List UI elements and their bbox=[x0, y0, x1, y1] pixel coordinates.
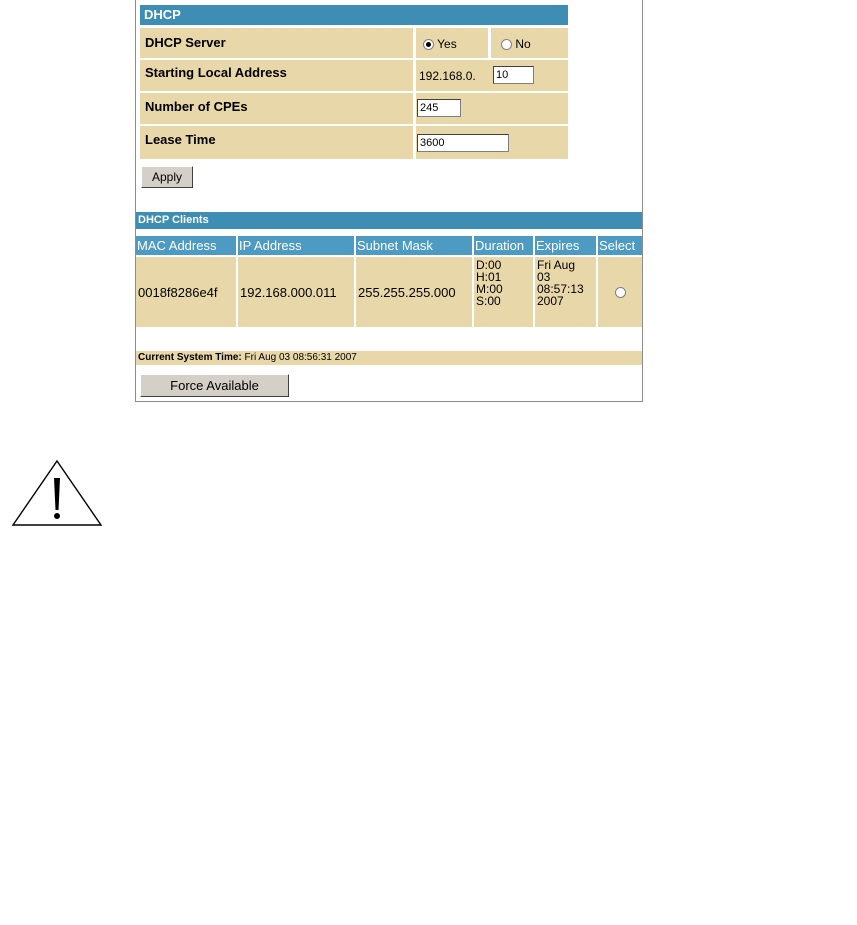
clients-header: DHCP Clients bbox=[136, 212, 642, 229]
dhcp-yes-option[interactable] bbox=[423, 37, 457, 51]
client-ip: 192.168.000.011 bbox=[238, 257, 354, 327]
cell-divider bbox=[413, 126, 416, 159]
expires-line-3: 08:57:13 bbox=[537, 282, 584, 296]
lease-time-row bbox=[140, 126, 568, 159]
col-header-ip: IP Address bbox=[238, 236, 354, 255]
system-time-bar bbox=[136, 351, 642, 365]
cpes-input[interactable] bbox=[417, 99, 461, 117]
dhcp-yes-label: Yes bbox=[437, 37, 457, 51]
client-select-cell bbox=[598, 257, 642, 327]
start-address-prefix: 192.168.0. bbox=[419, 69, 476, 83]
duration-seconds: S:00 bbox=[476, 294, 501, 308]
dhcp-header: DHCP bbox=[140, 5, 568, 25]
apply-button[interactable]: Apply bbox=[141, 166, 193, 188]
col-header-mac: MAC Address bbox=[136, 236, 236, 255]
dhcp-yes-radio[interactable] bbox=[423, 39, 434, 50]
dhcp-panel bbox=[135, 0, 643, 402]
expires-line-4: 2007 bbox=[537, 294, 564, 308]
cell-divider bbox=[413, 28, 416, 58]
col-header-mask: Subnet Mask bbox=[356, 236, 472, 255]
duration-hours: H:01 bbox=[476, 270, 502, 284]
system-time-label: Current System Time: bbox=[138, 352, 242, 363]
cell-divider bbox=[413, 93, 416, 124]
dhcp-no-option[interactable] bbox=[501, 37, 531, 51]
dhcp-no-label: No bbox=[515, 37, 531, 51]
start-address-label: Starting Local Address bbox=[145, 65, 287, 80]
force-available-button[interactable]: Force Available bbox=[140, 374, 289, 397]
col-header-select: Select bbox=[598, 236, 642, 255]
start-address-input[interactable] bbox=[493, 66, 534, 84]
cpes-row bbox=[140, 93, 568, 124]
col-header-expires: Expires bbox=[535, 236, 596, 255]
cell-divider bbox=[488, 28, 491, 58]
duration-minutes: M:00 bbox=[476, 282, 503, 296]
lease-time-input[interactable] bbox=[417, 134, 509, 152]
duration-days: D:00 bbox=[476, 258, 502, 272]
client-select-radio[interactable] bbox=[615, 287, 626, 298]
col-header-duration: Duration bbox=[474, 236, 533, 255]
client-mac: 0018f8286e4f bbox=[136, 257, 236, 327]
expires-line-2: 03 bbox=[537, 270, 551, 284]
dhcp-server-label: DHCP Server bbox=[145, 35, 226, 50]
dhcp-server-row bbox=[140, 28, 568, 58]
cell-divider bbox=[413, 60, 416, 91]
client-mask: 255.255.255.000 bbox=[356, 257, 472, 327]
dhcp-no-radio[interactable] bbox=[501, 39, 512, 50]
lease-time-label: Lease Time bbox=[145, 132, 216, 147]
expires-line-1: Fri Aug bbox=[537, 258, 576, 272]
cpes-label: Number of CPEs bbox=[145, 99, 248, 114]
warning-icon bbox=[10, 458, 104, 528]
system-time-value: Fri Aug 03 08:56:31 2007 bbox=[244, 352, 357, 363]
client-duration bbox=[474, 257, 533, 327]
client-expires bbox=[535, 257, 596, 327]
start-address-row bbox=[140, 60, 568, 91]
